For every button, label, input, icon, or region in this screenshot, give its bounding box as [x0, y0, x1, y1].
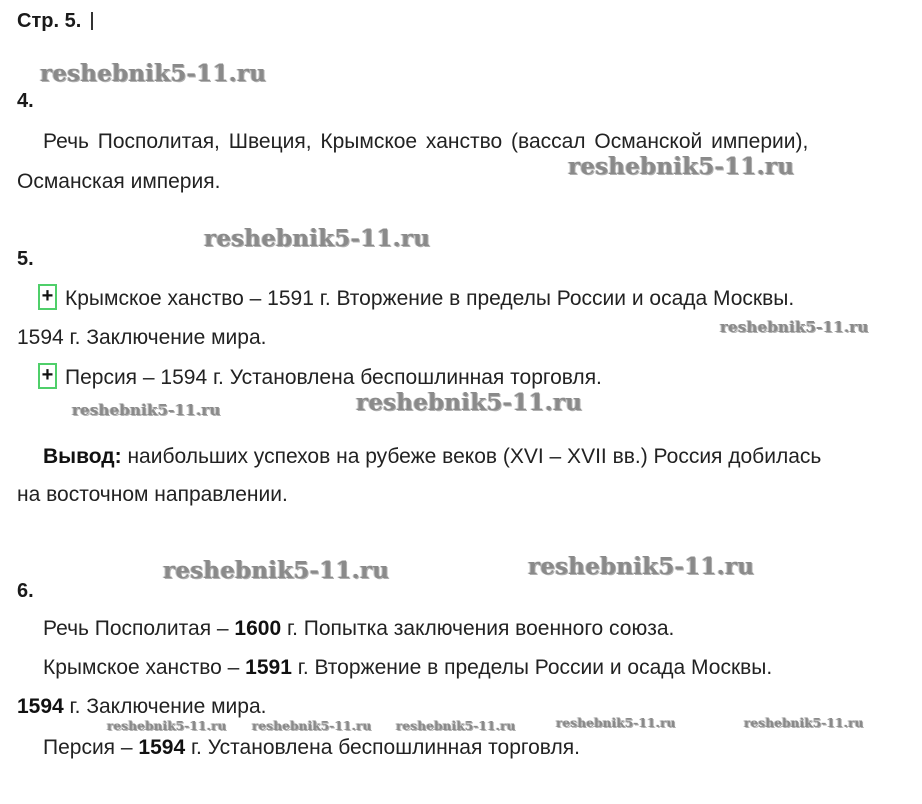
watermark: reshebnik5-11.ru — [568, 153, 795, 180]
task-6-row-4 — [43, 735, 580, 761]
task-6-row-4-year: 1594 — [138, 736, 186, 759]
watermark: reshebnik5-11.ru — [107, 719, 227, 733]
task-6-row-3-event: г. Заключение мира. — [63, 695, 267, 718]
watermark: reshebnik5-11.ru — [72, 401, 221, 419]
task-5-number: 5. — [17, 248, 34, 270]
task-4-number: 4. — [17, 90, 34, 112]
task-6-number: 6. — [17, 580, 34, 602]
task-6-row-2 — [43, 655, 772, 681]
task-5-conclusion-cont: на восточном направлении. — [17, 483, 288, 506]
task-6-row-3-year: 1594 — [17, 695, 64, 718]
task-5-item-1-cont: 1594 г. Заключение мира. — [17, 326, 267, 349]
task-5-item-2 — [38, 365, 602, 391]
watermark: reshebnik5-11.ru — [163, 557, 390, 584]
task-5-item-1 — [38, 286, 794, 312]
task-6-row-3 — [17, 694, 266, 720]
watermark: reshebnik5-11.ru — [528, 553, 755, 580]
cursor-mark — [91, 12, 93, 30]
task-5-item-2-text: Персия – 1594 г. Установлена беспошлинная торговля. — [65, 366, 602, 389]
watermark: reshebnik5-11.ru — [556, 716, 676, 730]
plus-mark-icon: + — [38, 363, 57, 389]
task-6-row-1-country: Речь Посполитая – — [43, 617, 235, 640]
task-4-text-line-2: Османская империя. — [17, 170, 221, 193]
watermark: reshebnik5-11.ru — [356, 389, 583, 416]
watermark: reshebnik5-11.ru — [252, 719, 372, 733]
task-6-row-4-country: Персия – — [43, 736, 139, 759]
page-header-text: Стр. 5. — [17, 10, 82, 32]
task-6-row-1-event: г. Попытка заключения военного союза. — [281, 617, 675, 640]
conclusion-label: Вывод: — [43, 445, 122, 468]
task-5-item-1-text: Крымское ханство – 1591 г. Вторжение в пределы России и осада Москвы. — [65, 287, 795, 310]
watermark: reshebnik5-11.ru — [40, 60, 267, 87]
watermark: reshebnik5-11.ru — [744, 716, 864, 730]
watermark: reshebnik5-11.ru — [720, 318, 869, 336]
task-6-row-1-year: 1600 — [234, 617, 282, 640]
task-6-row-4-event: г. Установлена беспошлинная торговля. — [185, 736, 580, 759]
task-6-row-2-country: Крымское ханство – — [43, 656, 246, 679]
task-4-text-line-1: Речь Посполитая, Швеция, Крымское ханство (вассал Османской империи), — [43, 130, 809, 153]
watermark: reshebnik5-11.ru — [396, 719, 516, 733]
page-header — [17, 10, 93, 33]
watermark: reshebnik5-11.ru — [204, 225, 431, 252]
conclusion-text: наибольших успехов на рубеже веков (XVI – XVII вв.) Россия добилась — [121, 445, 822, 468]
task-6-row-2-year: 1591 — [245, 656, 292, 679]
task-6-row-1 — [43, 616, 674, 642]
task-5-conclusion — [43, 444, 821, 470]
task-6-row-2-event: г. Вторжение в пределы России и осада Москвы. — [291, 656, 773, 679]
plus-mark-icon: + — [38, 284, 57, 310]
